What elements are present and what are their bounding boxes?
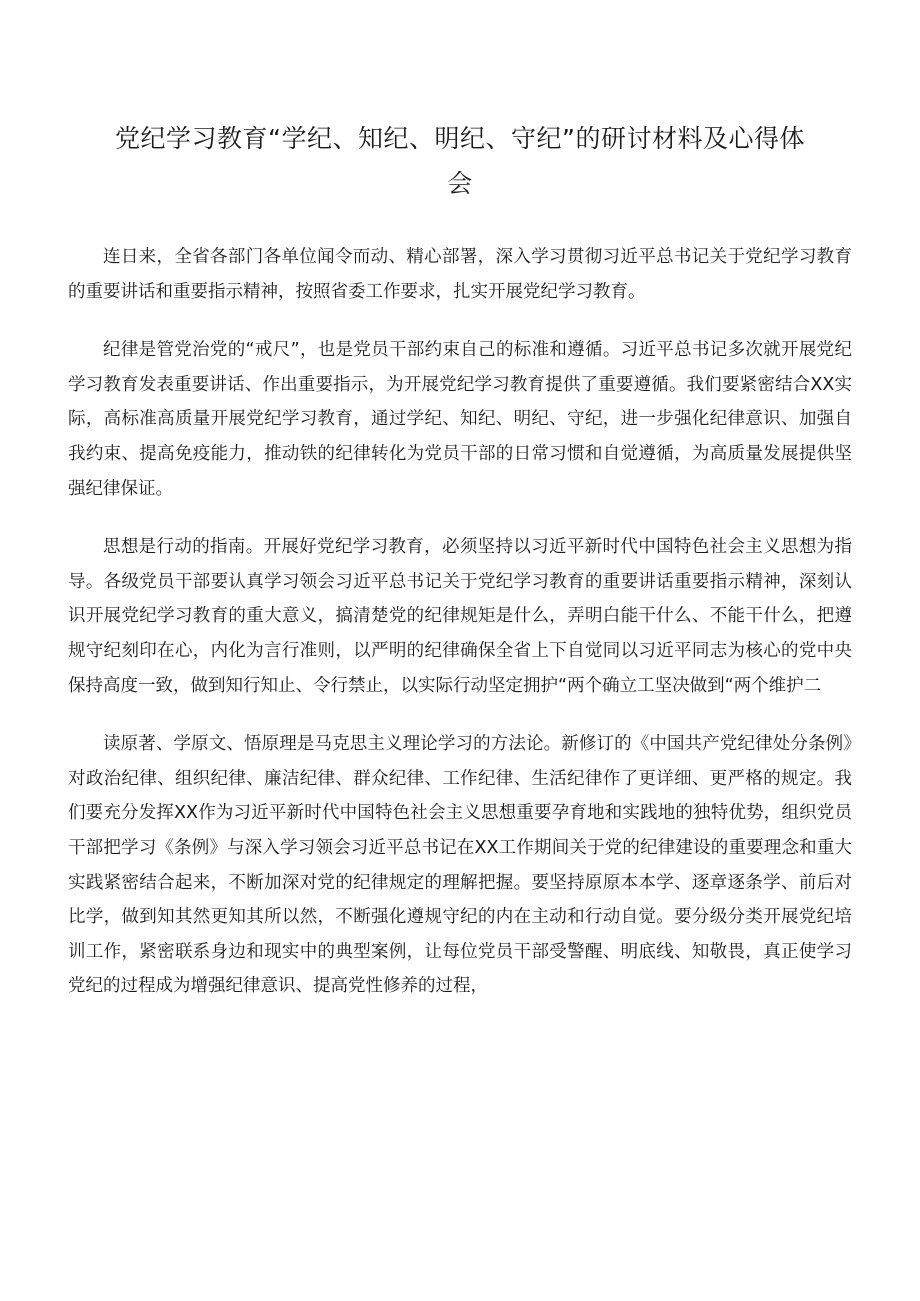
paragraph-2: 纪律是管党治党的“戒尺”，也是党员干部约束自己的标准和遵循。习近平总书记多次就开展党纪学习教育发表重要讲话、作出重要指示，为开展党纪学习教育提供了重要遵循。我们要紧密结合XX实际，高标准高质量开展党纪学习教育，通过学纪、知纪、明纪、守纪，进一步强化纪律意识、加强自我约束、提高免疫能力，推动铁的纪律转化为党员干部的日常习惯和自觉遵循，为高质量发展提供坚强纪律保证。 — [68, 340, 852, 499]
paragraph-3: 思想是行动的指南。开展好党纪学习教育，必须坚持以习近平新时代中国特色社会主义思想为指导。各级党员干部要认真学习领会习近平总书记关于党纪学习教育的重要讲话重要指示精神，深刻认识开展党纪学习教育的重大意义，搞清楚党的纪律规矩是什么，弄明白能干什么、不能干什么，把遵规守纪刻印在心，内化为言行准则，以严明的纪律确保全省上下自觉同以习近平同志为核心的党中央保持高度一致，做到知行知止、令行禁止，以实际行动坚定拥护“两个确立工坚决做到“两个维护二 — [68, 537, 852, 696]
paragraph-4: 读原著、学原文、悟原理是马克思主义理论学习的方法论。新修订的《中国共产党纪律处分条例》对政治纪律、组织纪律、廉洁纪律、群众纪律、工作纪律、生活纪律作了更详细、更严格的规定。我们要充分发挥XX作为习近平新时代中国特色社会主义思想重要孕育地和实践地的独特优势，组织党员干部把学习《条例》与深入学习领会习近平总书记在XX工作期间关于党的纪律建设的重要理念和重大实践紧密结合起来，不断加深对党的纪律规定的理解把握。要坚持原原本本学、逐章逐条学、前后对比学，做到知其然更知其所以然，不断强化遵规守纪的内在主动和行动自觉。要分级分类开展党纪培训工作，紧密联系身边和现实中的典型案例，让每位党员干部受警醒、明底线、知敬畏，真正使学习党纪的过程成为增强纪律意识、提高党性修养的过程， — [68, 734, 852, 997]
paragraph-1: 连日来，全省各部门各单位闻令而动、精心部署，深入学习贯彻习近平总书记关于党纪学习教育的重要讲话和重要指示精神，按照省委工作要求，扎实开展党纪学习教育。 — [68, 247, 852, 302]
document-title: 党纪学习教育“学纪、知纪、明纪、守纪”的研讨材料及心得体会 — [115, 124, 805, 198]
